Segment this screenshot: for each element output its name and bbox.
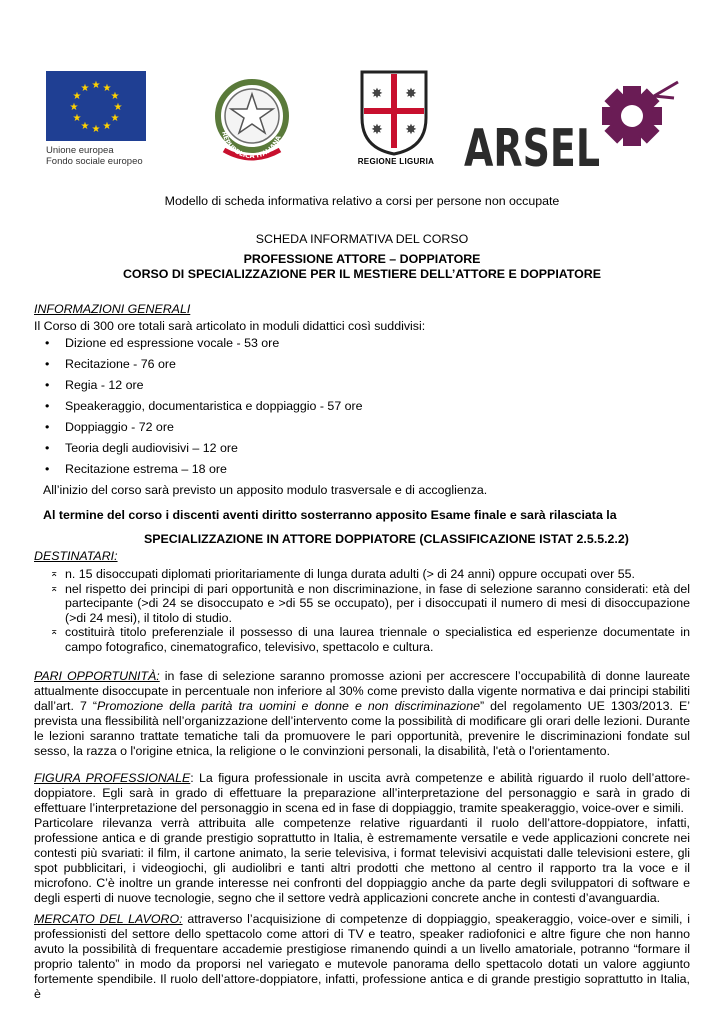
list-item <box>34 625 690 654</box>
market-text: attraverso l’acquisizione di competenze di doppiaggio, speakeraggio, voice-over e simili, i professionisti del settore dello spettacolo come attori di TV e teatro, speaker radiofonici e altre figure che non hanno avuto la possibilità di frequentare accademie prestigiose rimanendo quindi a un livello amatoriale, potranno “formare il proprio talento” in modo da proporsi nel variegato e mutevole panorama dello spettacolo dotati un valore aggiunto fortemente spendibile. Il ruolo dell’attore-doppiatore, infatti, professione antica e di grande prestigio soprattutto in Italia, è <box>34 912 690 1001</box>
arsel-wordmark: ARSEL <box>464 119 600 170</box>
svg-text:★: ★ <box>80 83 90 94</box>
svg-text:★: ★ <box>110 91 120 102</box>
recipients-heading: DESTINATARI: <box>34 549 118 563</box>
module-label: Teoria degli audiovisivi – 12 ore <box>65 441 238 455</box>
bullet-icon: • <box>45 336 50 350</box>
liguria-caption: REGIONE LIGURIA <box>357 157 435 166</box>
equal-opportunity-paragraph <box>34 669 690 759</box>
module-label: Recitazione - 76 ore <box>65 357 176 371</box>
list-item <box>34 420 690 441</box>
svg-text:★: ★ <box>102 83 112 94</box>
list-item <box>34 567 690 582</box>
figure-text-b: Particolare rilevanza verrà attribuita alle competenze relative riguardanti il ruolo dell’attore-doppiatore, infatti, professione antica e di grande prestigio soprattutto in Italia, è estremamente versatile e vede applicazioni concrete nei contesti più svariati: il film, il cartone animato, la serie televisiva, i format televisivi acquistati dalle televisioni estere, gli spot pubblicitari, i videogiochi, gli audiolibri e tanti altri prodotti che mettono al centro il rapporto tra la voce e il microfono. C’è inoltre un grande interesse nei confronti del doppiaggio anche da parte degli sviluppatori di software e degli esperti di nuove tecnologie, segno che il settore vedrà applicazioni concrete anche in contesti d’avanguardia. <box>34 816 690 905</box>
recipients-list <box>34 567 690 655</box>
eu-flag-logo <box>46 71 146 141</box>
general-heading: INFORMAZIONI GENERALI <box>34 302 191 316</box>
bullet-icon: • <box>45 378 50 392</box>
certification-text: SPECIALIZZAZIONE IN ATTORE DOPPIATORE (CLASSIFICAZIONE ISTAT 2.5.5.2.2) <box>144 532 629 546</box>
arsel-gear-icon <box>464 78 684 170</box>
general-intro: Il Corso di 300 ore totali sarà articolato in moduli didattici così suddivisi: <box>34 319 426 333</box>
emblem-star-icon <box>208 68 296 168</box>
module-label: Regia - 12 ore <box>65 378 144 392</box>
module-list <box>34 336 690 483</box>
italian-republic-emblem <box>208 68 296 168</box>
exam-text: Al termine del corso i discenti aventi diritto sosterranno apposito Esame finale e sarà rilasciata la <box>43 508 617 522</box>
eu-caption-line1: Unione europea <box>46 145 114 156</box>
figure-heading: FIGURA PROFESSIONALE <box>34 771 191 785</box>
general-note: All’inizio del corso sarà previsto un apposito modulo trasversale e di accoglienza. <box>43 483 488 497</box>
module-label: Dizione ed espressione vocale - 53 ore <box>65 336 280 350</box>
svg-text:★: ★ <box>110 113 120 124</box>
svg-text:✸: ✸ <box>371 122 383 138</box>
svg-text:★: ★ <box>113 102 123 113</box>
list-item <box>34 378 690 399</box>
svg-text:★: ★ <box>91 124 101 135</box>
svg-text:★: ★ <box>80 121 90 132</box>
svg-text:✸: ✸ <box>371 86 383 102</box>
equal-text-b: ” del regolamento UE 1303/2013. E’ prevista una flessibilità nell’organizzazione dell’intervento come la possibilità di modificare gli orari delle lezioni. Durante le lezioni saranno trattate tematiche tali da promuovere le pari opportunità, prevenire le discriminazioni fondate sul sesso, la razza o l'origine etnica, la religione o le convinzioni personali, la disabilità, l'età o l'orientamento. <box>34 699 690 758</box>
sheet-title: SCHEDA INFORMATIVA DEL CORSO <box>255 232 469 246</box>
svg-text:★: ★ <box>72 113 82 124</box>
regione-liguria-logo <box>358 68 430 168</box>
svg-text:✸: ✸ <box>405 86 417 102</box>
list-item <box>34 336 690 357</box>
liguria-shield-icon <box>358 68 430 156</box>
emblem-text: REPUBBLICA ITALIANA <box>220 130 283 161</box>
eu-caption-line2: Fondo sociale europeo <box>46 156 143 167</box>
figure-text-a: : La figura professionale in uscita avrà competenze e abilità riguardo il ruolo dell’attore-doppiatore. Egli sarà in grado di effettuare la preparazione all’interpretazione del personaggio e sarà in grado di effettuare l’interpretazione del personaggio in scena ed in fase di doppiaggio, tramite speakeraggio, voice-over e simili. <box>34 771 691 815</box>
bullet-icon: • <box>45 357 50 371</box>
bullet-icon: • <box>45 399 50 413</box>
arrow-icon: ⌅ <box>50 626 59 638</box>
list-item <box>34 399 690 420</box>
module-label: Doppiaggio - 72 ore <box>65 420 174 434</box>
list-item <box>34 357 690 378</box>
svg-text:★: ★ <box>72 91 82 102</box>
equal-text-a: in fase di selezione saranno promosse azioni per accrescere l’occupabilità di donne laureate attualmente disoccupate in percentuale non inferiore al 30% come previsto dalla vigente normativa e dai principi stabiliti dall’art. 7 “ <box>34 669 691 713</box>
course-title-2: CORSO DI SPECIALIZZAZIONE PER IL MESTIERE DELL’ATTORE E DOPPIATORE <box>122 267 601 281</box>
eu-caption <box>46 145 156 167</box>
bullet-icon: • <box>45 441 50 455</box>
arsel-logo <box>464 78 684 170</box>
arrow-icon: ⌅ <box>50 582 59 594</box>
arrow-icon: ⌅ <box>50 568 59 579</box>
recipient-text: costituirà titolo preferenziale il possesso di una laurea triennale o specialistica ed esperienze documentate in campo fotografico, cinematografico, televisivo, spettacolo e cultura. <box>65 625 690 654</box>
recipient-text: n. 15 disoccupati diplomati prioritariamente di lunga durata adulti (> di 24 anni) oppure occupati over 55. <box>65 567 635 581</box>
module-label: Recitazione estrema – 18 ore <box>65 462 227 476</box>
bullet-icon: • <box>45 462 50 476</box>
module-label: Speakeraggio, documentaristica e doppiaggio - 57 ore <box>65 399 363 413</box>
bullet-icon: • <box>45 420 50 434</box>
svg-text:★: ★ <box>69 102 79 113</box>
list-item <box>34 462 690 483</box>
professional-figure-paragraph <box>34 771 690 816</box>
svg-text:★: ★ <box>91 80 101 91</box>
svg-text:✸: ✸ <box>405 122 417 138</box>
course-title-1: PROFESSIONE ATTORE – DOPPIATORE <box>243 252 481 266</box>
recipient-text: nel rispetto dei principi di pari opportunità e non discriminazione, in fase di selezione saranno considerati: età del partecipante (>di 24 se disoccupato e >di 55 se occupato), per i disoccupati il numero di mesi di disoccupazione (>di 24 mesi), il titolo di studio. <box>65 581 690 625</box>
svg-text:★: ★ <box>102 121 112 132</box>
labor-market-paragraph <box>34 912 690 1002</box>
equal-heading: PARI OPPORTUNITÀ: <box>34 669 160 683</box>
list-item <box>34 582 690 626</box>
equal-text-italic: Promozione della parità tra uomini e donne e non discriminazione <box>97 699 480 713</box>
list-item <box>34 441 690 462</box>
market-heading: MERCATO DEL LAVORO: <box>34 912 183 926</box>
model-title: Modello di scheda informativa relativo a corsi per persone non occupate <box>164 194 560 208</box>
eu-stars-icon <box>46 71 146 141</box>
